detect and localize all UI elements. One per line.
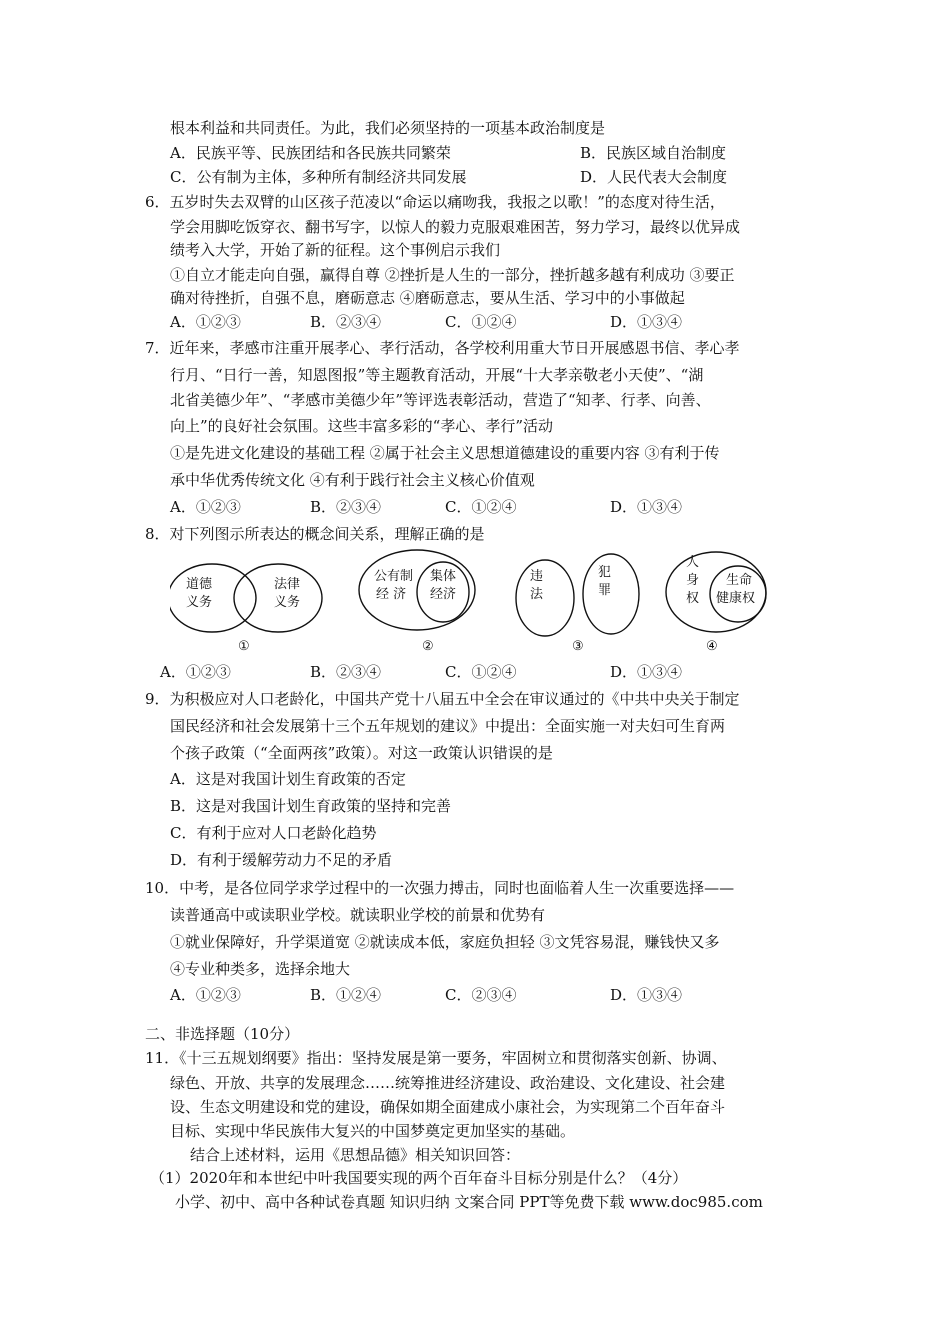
q6-stem-line-1: 6．五岁时失去双臂的山区孩子范凌以“命运以痛吻我，我报之以歌！”的态度对待生活，: [145, 193, 725, 211]
diagram-3-left-ellipse: [516, 560, 574, 636]
q11-stem-line-4: 目标、实现中华民族伟大复兴的中国梦奠定更加坚实的基础。: [170, 1122, 576, 1140]
q6-stem-line-2: 学会用脚吃饭穿衣、翻书写字，以惊人的毅力克服艰难困苦，努力学习，最终以优异成: [170, 218, 741, 236]
q8-option-b: B．②③④: [310, 663, 382, 681]
q7-option-b: B．②③④: [310, 498, 382, 516]
q10-stem-line-2: 读普通高中或读职业学校。就读职业学校的前景和优势有: [170, 906, 546, 924]
q7-statement-line-2: 承中华优秀传统文化 ④有利于践行社会主义核心价值观: [170, 471, 535, 489]
q9-stem-line-2: 国民经济和社会发展第十三个五年规划的建议》中提出：全面实施一对夫妇可生育两: [170, 717, 726, 735]
q5-option-a: A．民族平等、民族团结和各民族共同繁荣: [170, 144, 451, 162]
section-2-heading: 二、非选择题（10分）: [145, 1025, 300, 1043]
diagram-2-number: ②: [422, 639, 434, 654]
diagram-4-number: ④: [706, 639, 718, 654]
diagram-3-right-label-b: 罪: [598, 583, 612, 598]
q8-option-a: A．①②③: [160, 663, 231, 681]
diagram-3-separate: [516, 554, 639, 654]
diagram-1-right-label-b: 义务: [274, 595, 301, 610]
q10-option-b: B．①②④: [310, 986, 382, 1004]
concept-relationship-diagrams: [170, 548, 770, 658]
q10-option-c: C．②③④: [445, 986, 517, 1004]
q6-option-a: A．①②③: [170, 313, 241, 331]
q5-option-b: B．民族区域自治制度: [580, 144, 727, 162]
diagram-2-outer-label-b: 经 济: [376, 587, 407, 602]
q8-option-c: C．①②④: [445, 663, 517, 681]
diagram-4-inner-label-a: 生命: [726, 573, 753, 588]
diagram-3-left-label-b: 法: [530, 587, 544, 602]
q10-statement-line-1: ①就业保障好，升学渠道宽 ②就读成本低，家庭负担轻 ③文凭容易混，赚钱快又多: [170, 933, 720, 951]
footer-download-note: 小学、初中、高中各种试卷真题 知识归纳 文案合同 PPT等免费下载 www.doc985.com: [175, 1193, 763, 1211]
q8-stem-line: 8．对下列图示所表达的概念间关系，理解正确的是: [145, 525, 485, 543]
q11-subquestion-1: （1）2020年和本世纪中叶我国要实现的两个百年奋斗目标分别是什么？（4分）: [150, 1169, 688, 1187]
q6-option-c: C．①②④: [445, 313, 517, 331]
q10-statement-line-2: ④专业种类多，选择余地大: [170, 960, 351, 978]
q9-option-a: A．这是对我国计划生育政策的否定: [170, 770, 406, 788]
diagram-1-left-label-a: 道德: [186, 577, 213, 592]
q8-option-d: D．①③④: [610, 663, 683, 681]
q11-stem-line-2: 绿色、开放、共享的发展理念……统筹推进经济建设、政治建设、文化建设、社会建: [170, 1074, 726, 1092]
diagram-2-nested: [359, 550, 475, 654]
q7-option-d: D．①③④: [610, 498, 683, 516]
q11-stem-line-1: 11．《十三五规划纲要》指出：坚持发展是第一要务，牢固树立和贯彻落实创新、协调、: [145, 1049, 727, 1067]
q7-stem-line-1: 7．近年来，孝感市注重开展孝心、孝行活动，各学校利用重大节日开展感恩书信、孝心孝: [145, 339, 740, 357]
q6-option-b: B．②③④: [310, 313, 382, 331]
diagram-4-inner-label-b: 健康权: [716, 591, 756, 606]
diagram-3-number: ③: [572, 639, 584, 654]
diagram-1-right-label-a: 法律: [274, 577, 301, 592]
q7-stem-line-2: 行月、“日行一善，知恩图报”等主题教育活动，开展“十大孝亲敬老小天使”、“湖: [170, 366, 704, 384]
q5-option-c: C．公有制为主体，多种所有制经济共同发展: [170, 168, 467, 186]
diagram-2-inner-label-b: 经济: [430, 587, 457, 602]
q9-stem-line-3: 个孩子政策（“全面两孩”政策）。对这一政策认识错误的是: [170, 744, 553, 762]
diagram-3-left-label-a: 违: [530, 569, 544, 584]
q10-stem-line-1: 10．中考，是各位同学求学过程中的一次强力搏击，同时也面临着人生一次重要选择——: [145, 879, 735, 897]
diagram-1-left-label-b: 义务: [186, 595, 213, 610]
q9-option-d: D．有利于缓解劳动力不足的矛盾: [170, 851, 393, 869]
q7-stem-line-4: 向上”的良好社会氛围。这些丰富多彩的“孝心、孝行”活动: [170, 417, 554, 435]
q6-option-d: D．①③④: [610, 313, 683, 331]
q5-option-d: D．人民代表大会制度: [580, 168, 728, 186]
q6-stem-line-3: 绩考入大学，开始了新的征程。这个事例启示我们: [170, 241, 501, 259]
q10-option-a: A．①②③: [170, 986, 241, 1004]
diagram-1-left-circle: [170, 564, 256, 632]
q10-option-d: D．①③④: [610, 986, 683, 1004]
diagram-1-number: ①: [238, 639, 250, 654]
q11-instruction: 结合上述材料，运用《思想品德》相关知识回答：: [190, 1146, 521, 1164]
q7-statement-line-1: ①是先进文化建设的基础工程 ②属于社会主义思想道德建设的重要内容 ③有利于传: [170, 444, 720, 462]
q11-stem-line-3: 设、生态文明建设和党的建设，确保如期全面建成小康社会，为实现第二个百年奋斗: [170, 1098, 726, 1116]
q5-stem-line: 根本利益和共同责任。为此，我们必须坚持的一项基本政治制度是: [170, 119, 606, 137]
q9-option-c: C．有利于应对人口老龄化趋势: [170, 824, 377, 842]
diagram-4-nested: [666, 552, 766, 654]
diagram-4-outer-label-c: 权: [686, 591, 700, 606]
q7-option-c: C．①②④: [445, 498, 517, 516]
q9-option-b: B．这是对我国计划生育政策的坚持和完善: [170, 797, 452, 815]
q7-stem-line-3: 北省美德少年”、“孝感市美德少年”等评选表彰活动，营造了“知孝、行孝、向善、: [170, 391, 711, 409]
diagram-1-overlap: [170, 564, 322, 654]
q7-option-a: A．①②③: [170, 498, 241, 516]
diagram-4-outer-label-b: 身: [686, 573, 700, 588]
diagram-2-inner-label-a: 集体: [430, 569, 457, 584]
diagram-4-outer-label-a: 人: [686, 555, 700, 570]
diagram-2-outer-label-a: 公有制: [374, 569, 414, 584]
q9-stem-line-1: 9．为积极应对人口老龄化，中国共产党十八届五中全会在审议通过的《中共中央关于制定: [145, 690, 740, 708]
q6-statement-line-1: ①自立才能走向自强，赢得自尊 ②挫折是人生的一部分，挫折越多越有利成功 ③要正: [170, 266, 735, 284]
diagram-3-right-label-a: 犯: [598, 565, 612, 580]
q6-statement-line-2: 确对待挫折，自强不息，磨砺意志 ④磨砺意志，要从生活、学习中的小事做起: [170, 289, 685, 307]
